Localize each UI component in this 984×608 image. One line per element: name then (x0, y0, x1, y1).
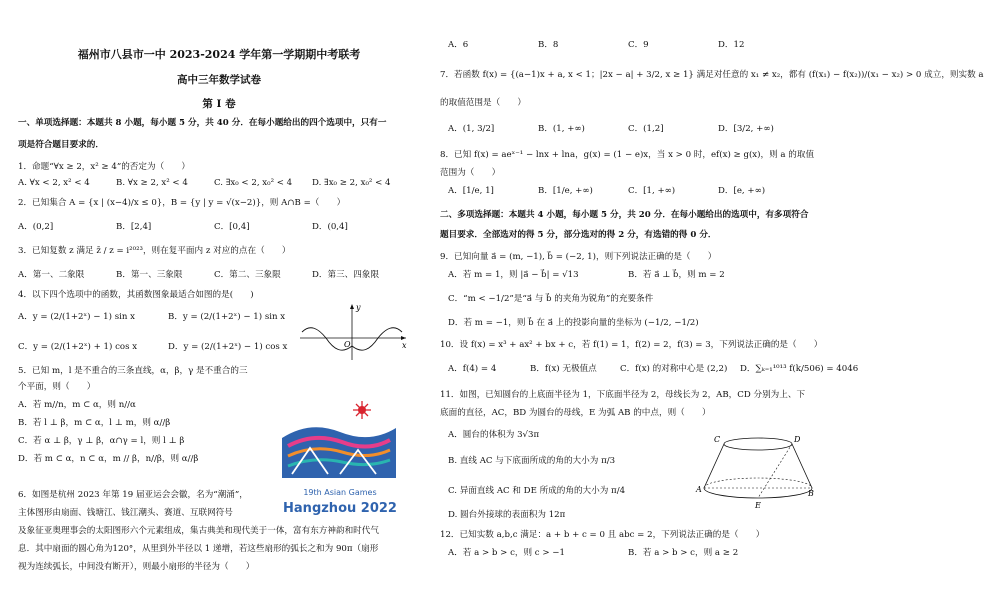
q11-frustum-diagram (696, 430, 816, 510)
q2-option-b: B．[2,4] (116, 222, 152, 232)
q4-option-a: A．y = (2/(1+2ˣ) − 1) sin x (18, 312, 136, 322)
q3-option-b: B．第一、三象限 (116, 270, 183, 280)
q6-line2: 主体图形由扇面、钱塘江、钱江潮头、赛道、互联网符号 (18, 508, 233, 518)
label-e: E (755, 501, 761, 510)
q9-option-c: C．“m < −1/2”是“a⃗ 与 b⃗ 的夹角为锐角”的充要条件 (448, 294, 654, 304)
segment-de (758, 444, 792, 498)
q4-x-arrow-icon (401, 336, 406, 340)
section2-heading-line1: 二、多项选择题：本题共 4 小题，每小题 5 分，共 20 分．在每小题给出的选项中，有多项符合 (440, 210, 809, 220)
exam-subtitle: 高中三年数学试卷 (177, 74, 261, 86)
q1-option-a: A. ∀x < 2, x² < 4 (18, 178, 90, 188)
q1-option-d: D. ∃x₀ ≥ 2, x₀² < 4 (312, 178, 391, 188)
q8-option-b: B．[1/e, +∞) (538, 186, 593, 196)
q8-option-d: D．[e, +∞) (718, 186, 766, 196)
q12-option-a: A．若 a > b > c，则 c > −1 (448, 548, 565, 558)
q10-option-a: A．f(4) = 4 (448, 364, 497, 374)
label-d: D (794, 435, 801, 444)
q4-option-b: B．y = (2/(1+2ˣ) − 1) sin x (168, 312, 286, 322)
section1-heading-line2: 项是符合题目要求的． (18, 140, 104, 150)
q4-stem: 4．以下四个选项中的函数，其函数图象最适合如图的是( ) (18, 290, 254, 300)
q11-option-d: D. 圆台外接球的表面积为 12π (448, 510, 566, 520)
label-b: B (808, 489, 814, 498)
section2-heading-line2: 题目要求．全部选对的得 5 分，部分选对的得 2 分，有选错的得 0 分． (440, 230, 717, 240)
q11-option-a: A．圆台的体积为 3√3π (448, 430, 540, 440)
right-column (440, 0, 984, 608)
q9-option-a: A．若 m = 1，则 |a⃗ − b⃗| = √13 (448, 270, 579, 280)
q4-x-label: x (402, 341, 407, 350)
q12-option-b: B．若 a > b > c，则 a ≥ 2 (628, 548, 739, 558)
q12-stem: 12．已知实数 a,b,c 满足：a + b + c = 0 且 abc = 2，下列说法正确的是（ ） (440, 530, 765, 540)
q10-option-d: D．∑ₖ₌₁¹⁰¹³ f(k/506) = 4046 (740, 364, 859, 374)
label-c: C (714, 435, 721, 444)
q2-stem: 2．已知集合 A = {x | (x−4)/x ≤ 0}，B = {y | y = √(x−2)}，则 A∩B =（ ） (18, 198, 346, 208)
q5-option-a: A．若 m//n，m ⊂ α，则 n//α (18, 400, 136, 410)
q7-option-d: D．[3/2, +∞) (718, 124, 774, 134)
q9-stem: 9．已知向量 a⃗ = (m, −1), b⃗ = (−2, 1)，则下列说法正确的是（ ） (440, 252, 717, 262)
frustum-bottom-back-arc (704, 478, 812, 488)
q6-line4: 息．其中扇面的圆心角为120°，从里到外半径以 1 递增，若这些扇形的弧长之和为 90π（扇形 (18, 544, 379, 554)
q8-option-c: C．[1, +∞) (628, 186, 676, 196)
tide-emblem-icon (282, 427, 396, 478)
q10-option-b: B．f(x) 无极值点 (530, 364, 597, 374)
logo-line1: 19th Asian Games (303, 488, 377, 497)
q6-line1: 6．如图是杭州 2023 年第 19 届亚运会会徽，名为“潮涌”， (18, 490, 248, 500)
q4-function-graph (296, 300, 410, 362)
q9-option-d: D．若 m = −1，则 b⃗ 在 a⃗ 上的投影向量的坐标为 (−1/2, −1/2) (448, 318, 699, 328)
q1-stem: 1．命题“∀x ≥ 2，x² ≥ 4”的否定为（ ） (18, 162, 190, 172)
q7-option-a: A．(1, 3/2] (448, 124, 495, 134)
frustum-right-slant (792, 444, 812, 488)
left-column (18, 0, 420, 608)
q11-line2: 底面的直径，AC，BD 为圆台的母线，E 为弧 AB 的中点，则（ ） (440, 408, 711, 418)
q7-option-c: C．(1,2] (628, 124, 664, 134)
q6-option-a: A．6 (448, 40, 469, 50)
q6-option-c: C．9 (628, 40, 649, 50)
q3-option-d: D．第三、四象限 (312, 270, 380, 280)
q11-option-c: C. 异面直线 AC 和 DE 所成的角的大小为 π/4 (448, 486, 626, 496)
q2-option-a: A．(0,2] (18, 222, 54, 232)
q10-stem: 10．设 f(x) = x³ + ax² + bx + c，若 f(1) = 1，f(2) = 2，f(3) = 3，下列说法正确的是（ ） (440, 340, 823, 350)
q4-y-arrow-icon (350, 304, 354, 309)
q2-option-d: D．(0,4] (312, 222, 348, 232)
frustum-top-ellipse (724, 438, 792, 450)
q6-option-d: D．12 (718, 40, 745, 50)
label-a: A (696, 485, 702, 494)
q4-origin-label: O (344, 340, 351, 349)
q1-option-b: B. ∀x ≥ 2, x² < 4 (116, 178, 188, 188)
q11-option-b: B. 直线 AC 与下底面所成的角的大小为 π/3 (448, 456, 616, 466)
q5-option-d: D．若 m ⊂ α，n ⊂ α，m // β，n//β，则 α//β (18, 454, 199, 464)
q6-line3: 及象征亚奥理事会的太阳图形六个元素组成，集古典美和现代美于一体，富有东方神韵和时代气 (18, 526, 379, 536)
sun-emblem-icon (353, 401, 371, 419)
q8-option-a: A．[1/e, 1] (448, 186, 494, 196)
q11-line1: 11．如图，已知圆台的上底面半径为 1，下底面半径为 2，母线长为 2，AB，CD 分别为上、下 (440, 390, 806, 400)
q4-option-d: D．y = (2/(1+2ˣ) − 1) cos x (168, 342, 288, 352)
frustum-left-slant (704, 444, 724, 488)
q7-option-b: B．(1, +∞) (538, 124, 585, 134)
q4-option-c: C．y = (2/(1+2ˣ) + 1) cos x (18, 342, 138, 352)
q5-option-b: B．若 l ⊥ β，m ⊂ α，l ⊥ m，则 α//β (18, 418, 171, 428)
q6-option-b: B．8 (538, 40, 559, 50)
q3-stem: 3．已知复数 z 满足 z̄ / z = i²⁰²³，则在复平面内 z 对应的点在（ ） (18, 246, 291, 256)
logo-line2: Hangzhou 2022 (283, 501, 397, 516)
section1-heading-line1: 一、单项选择题：本题共 8 小题，每小题 5 分，共 40 分．在每小题给出的四个选项中，只有一 (18, 118, 387, 128)
hangzhou-asian-games-logo (270, 398, 410, 526)
frustum-bottom-front-arc (704, 488, 812, 498)
q9-option-b: B．若 a⃗ ⊥ b⃗，则 m = 2 (628, 270, 725, 280)
volume-label: 第 Ⅰ 卷 (202, 98, 236, 110)
q6-line5: 视为连续弧长，中间没有断开），则最小扇形的半径为（ ） (18, 562, 255, 572)
q8-stem: 8．已知 f(x) = aeˣ⁻¹ − lnx + lna，g(x) = (1 − e)x，当 x > 0 时，ef(x) ≥ g(x)，则 a 的取值 (440, 150, 815, 160)
q5-option-c: C．若 α ⊥ β，γ ⊥ β，α∩γ = l，则 l ⊥ β (18, 436, 185, 446)
q10-option-c: C．f(x) 的对称中心是 (2,2) (620, 364, 728, 374)
q7-stem: 7．若函数 f(x) = {(a−1)x + a, x < 1；|2x − a| + 3/2, x ≥ 1} 满足对任意的 x₁ ≠ x₂，都有 (f(x₁) − f(x₂))/(x₁ − x₂) > 0 成立，则实数 a (440, 70, 984, 80)
q7-stem-line2: 的取值范围是（ ） (440, 98, 526, 108)
q8-stem-line2: 范围为（ ） (440, 168, 501, 178)
q4-y-label: y (356, 303, 361, 312)
q3-option-a: A．第一、二象限 (18, 270, 85, 280)
q5-stem-line2: 个平面，则（ ） (18, 382, 96, 392)
q3-option-c: C．第二、三象限 (214, 270, 281, 280)
q1-option-c: C. ∃x₀ < 2, x₀² < 4 (214, 178, 293, 188)
q2-option-c: C．[0,4] (214, 222, 250, 232)
q5-stem-line1: 5．已知 m，l 是不重合的三条直线，α，β，γ 是不重合的三 (18, 366, 248, 376)
exam-title: 福州市八县市一中 2023-2024 学年第一学期期中考联考 (77, 48, 361, 61)
